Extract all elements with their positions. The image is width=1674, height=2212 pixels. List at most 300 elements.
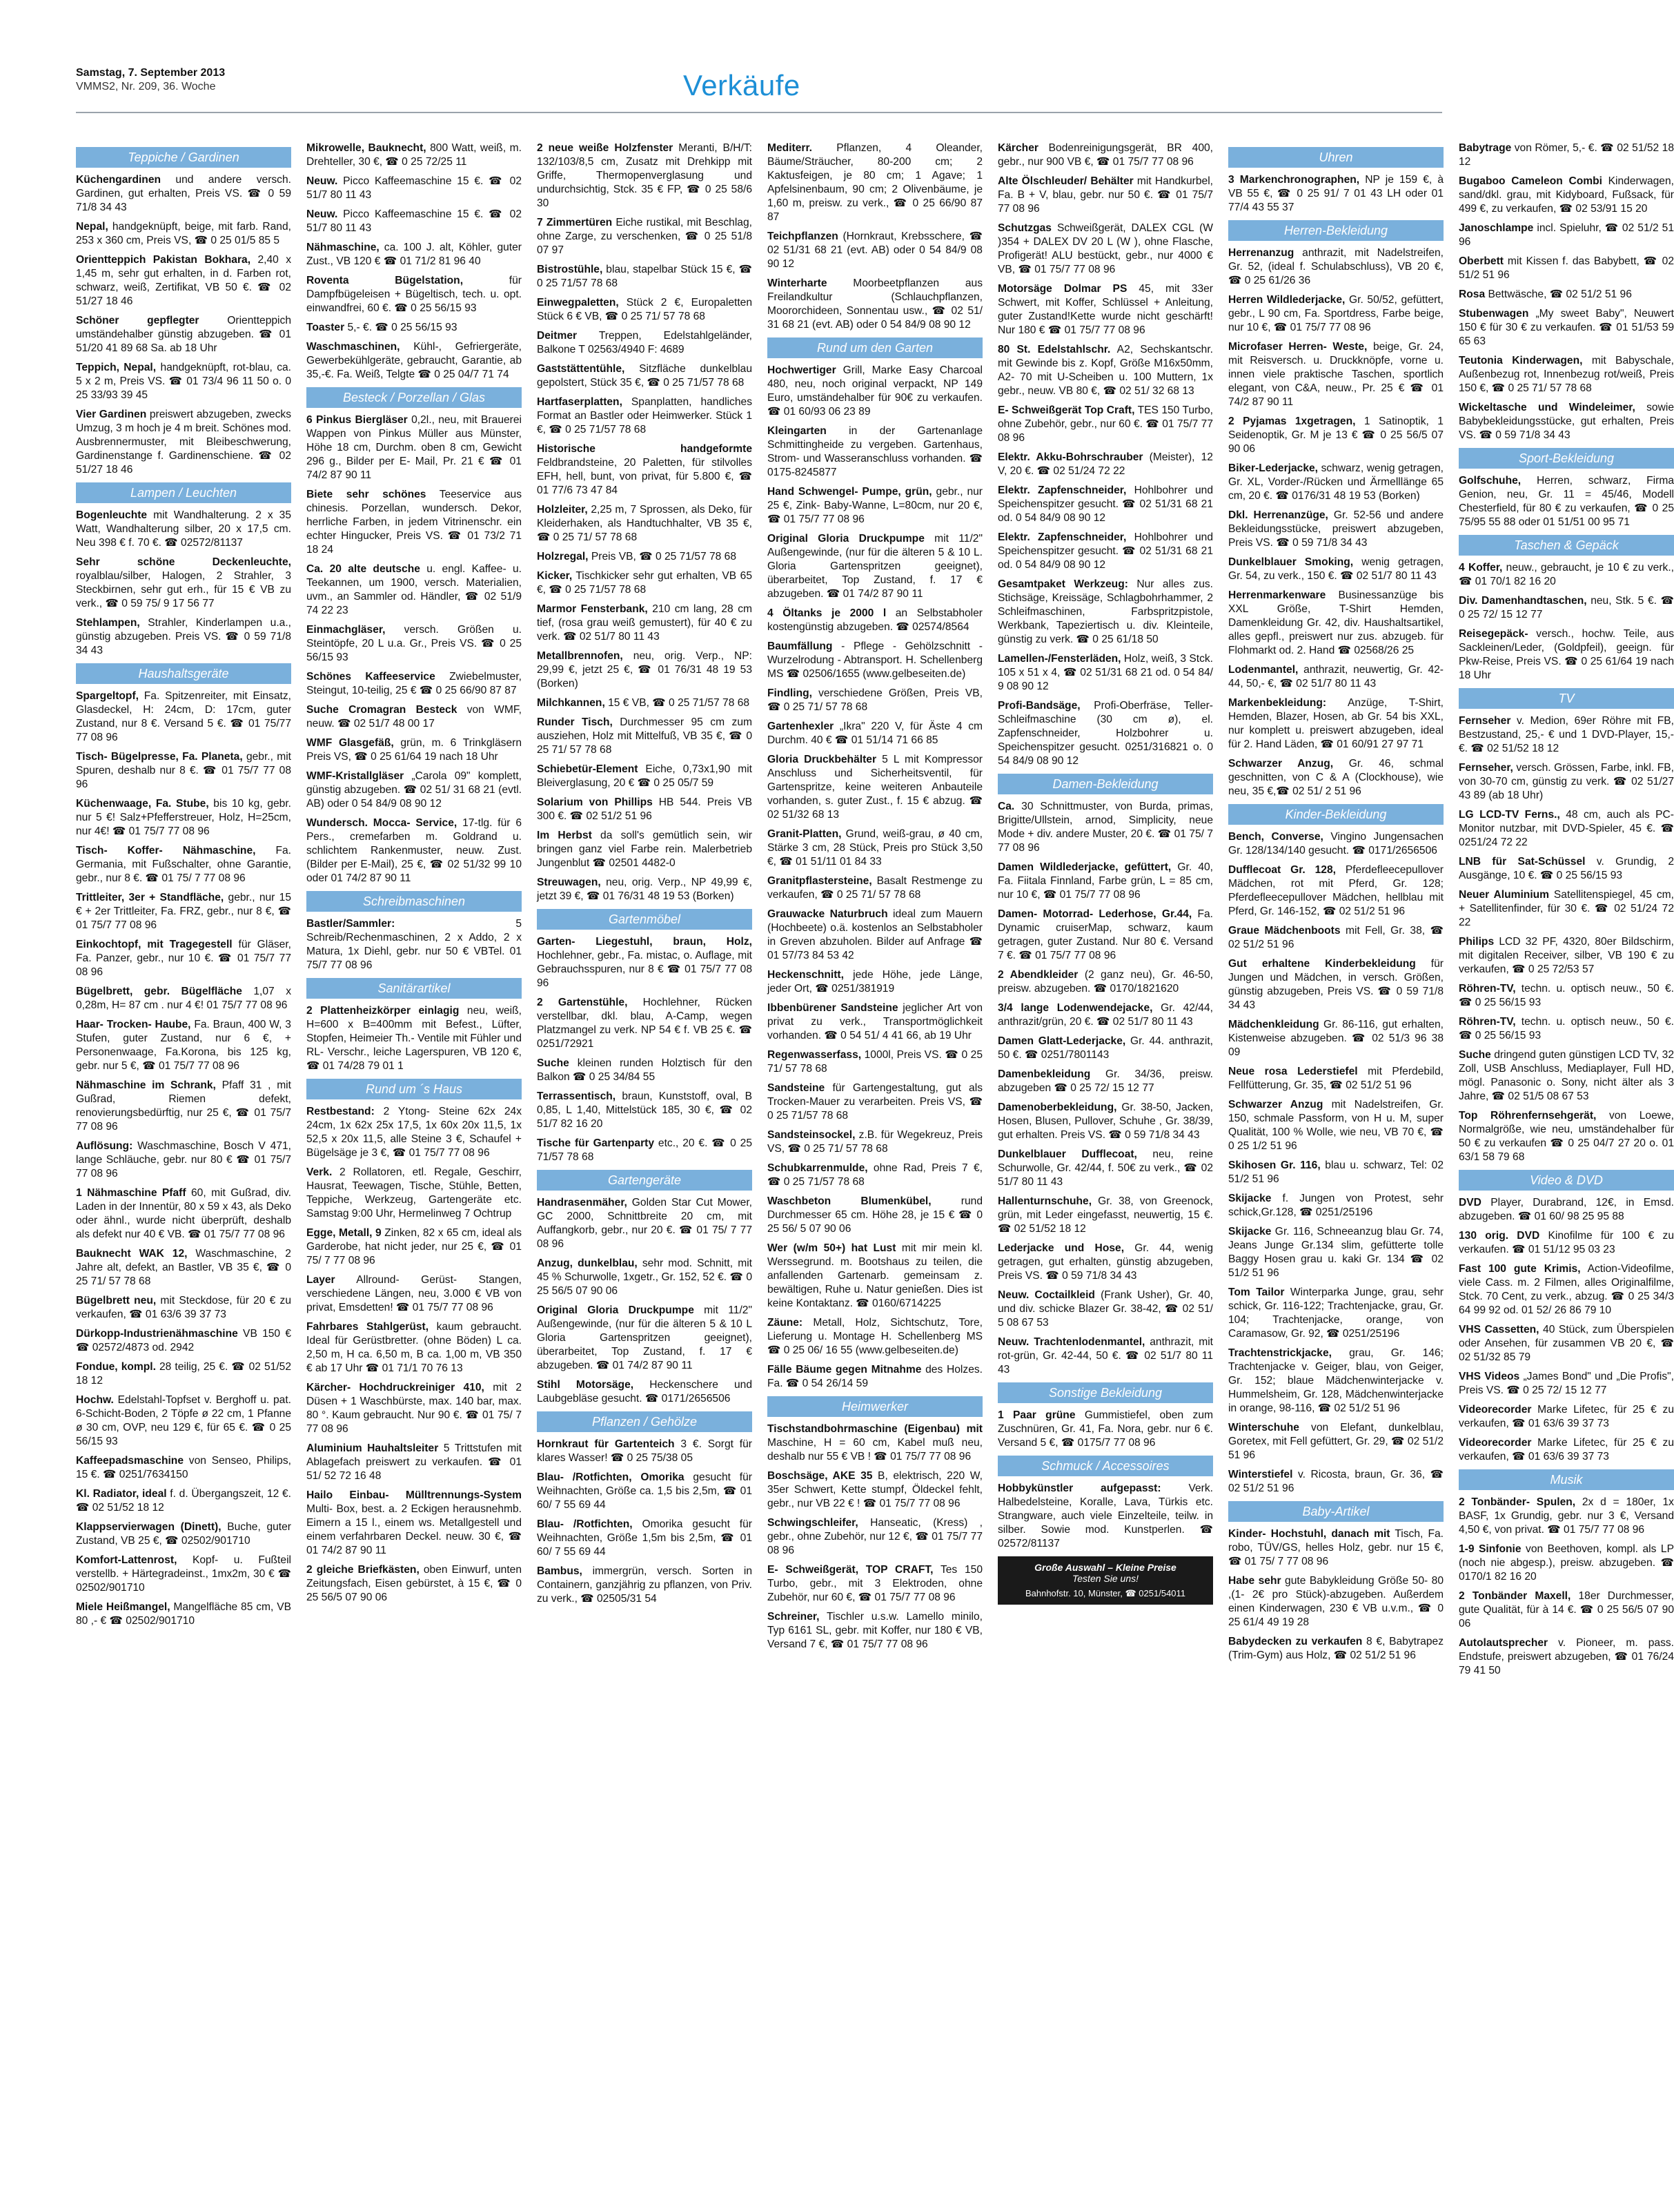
ad-body: für Gartengestaltung, gut als Trocken-Mauer zu verarbeiten. Preis VS, ☎ 0 25 71/57 78 68 — [767, 1082, 983, 1122]
classified-ad — [537, 696, 752, 710]
ad-headline: Dunkelblauer Dufflecoat, — [998, 1148, 1137, 1160]
classified-ad — [1459, 1403, 1674, 1431]
classified-ad — [76, 314, 291, 355]
ad-body: (Meister), 12 V, 20 €. ☎ 02 51/24 72 22 — [998, 451, 1213, 477]
classified-ad — [306, 1226, 522, 1268]
ad-body: Waschmaschine, 2 Jahre alt, defekt, an Bastler, VB 35 €, ☎ 0 25 71/ 57 78 68 — [76, 1248, 291, 1287]
classified-ad — [537, 1565, 752, 1606]
classified-ad — [1228, 462, 1444, 503]
ad-headline: Alte Ölschleuder/ Behälter — [998, 175, 1134, 187]
ad-headline: Motorsäge Dolmar PS — [998, 283, 1128, 295]
ad-body: Tisch, Fa. robo, TÜV/GS, helles Holz, gebr. nur 15 €, ☎ 01 75/ 7 77 08 96 — [1228, 1528, 1444, 1567]
classified-ad — [1459, 982, 1674, 1010]
ad-headline: Damenoberbekleidung, — [998, 1102, 1117, 1113]
classified-ad — [1459, 761, 1674, 803]
ad-headline: Granit-Platten, — [767, 828, 842, 840]
ad-headline: Mediterr. — [767, 142, 812, 154]
ad-body: Waschmaschine, Bosch V 471, lange Schläuche, gebr. nur 80 € ☎ 01 75/7 77 08 96 — [76, 1140, 291, 1180]
classified-ad — [1459, 1370, 1674, 1398]
ad-body: 1000l, Preis VS. ☎ 0 25 71/ 57 78 68 — [767, 1049, 983, 1075]
ad-headline: Microfaser Herren- Weste, — [1228, 341, 1368, 353]
ad-body: Gr. 38, von Greenock, grün, mit Leder eingefasst, neuwertig, 15 €. ☎ 02 51/52 18 12 — [998, 1195, 1213, 1235]
ad-headline: Granitpflastersteine, — [767, 875, 872, 887]
ad-headline: Herrenanzug — [1228, 247, 1294, 259]
banner-address: Bahnhofstr. 10, Münster, ☎ 0251/54011 — [1025, 1588, 1186, 1598]
ad-body: Gr. 42/44, anthrazit/grün, 20 €. ☎ 02 51/7 80 11 43 — [998, 1002, 1213, 1028]
ad-column — [76, 141, 291, 2184]
ad-body: Treppen, Edelstahlgeländer, Balkone T 02563/4940 F: 4689 — [537, 330, 752, 355]
ad-headline: Blau- /Rotfichten, Omorika — [537, 1471, 685, 1483]
classified-ad — [767, 607, 983, 634]
ad-body: grün, m. 6 Trinkgläsern Preis VS, ☎ 0 25 61/64 19 nach 18 Uhr — [306, 737, 522, 763]
classified-ad — [306, 1273, 522, 1315]
ad-body: 18er Durchmesser, gute Qualität, für à 14 €. ☎ 0 25 56/5 07 90 06 — [1459, 1590, 1674, 1629]
classified-ad — [306, 241, 522, 268]
classified-ad — [767, 1563, 983, 1605]
ad-headline: Hochw. — [76, 1394, 114, 1406]
ad-body: Stück 2 €, Europaletten Stück 6 € VB, ☎ 0 25 71/ 57 78 68 — [537, 297, 752, 322]
ad-body: Gr. 86-116, gut erhalten, Kistenweise abzugeben. ☎ 02 51/3 96 38 09 — [1228, 1019, 1444, 1058]
ad-headline: Trittleiter, 3er + Standfläche, — [76, 892, 224, 903]
ad-headline: Ca. — [998, 801, 1015, 812]
ad-headline: Neuw. Trachtenlodenmantel, — [998, 1336, 1145, 1348]
classified-ad — [537, 935, 752, 990]
classified-ad — [1459, 1109, 1674, 1164]
category-heading: Sanitärartikel — [306, 978, 522, 999]
classified-ad — [1459, 935, 1674, 977]
ad-body: sowie Babybekleidungsstücke, gut erhalten, Preis VS. ☎ 0 59 71/8 34 43 — [1459, 402, 1674, 441]
ad-headline: Elektr. Zapfenschneider, — [998, 485, 1127, 496]
ad-headline: Habe sehr — [1228, 1575, 1281, 1587]
ad-headline: 1-9 Sinfonie — [1459, 1543, 1522, 1555]
classified-ad — [767, 230, 983, 271]
ad-headline: Küchenwaage, Fa. Stube, — [76, 798, 209, 810]
classified-ad — [1228, 340, 1444, 409]
classified-ad — [306, 770, 522, 811]
ad-body: (2 ganz neu), Gr. 46-50, preisw. abzugeben. ☎ 0170/1821620 — [998, 969, 1213, 995]
ad-body: neu, orig. Verp., NP 49,99 €, jetzt 39 €, ☎ 01 76/31 48 19 53 (Borken) — [537, 877, 752, 902]
ad-body: Durchmesser 95 cm zum ausziehen, Holz mit Mittelfuß, VB 35 €, ☎ 0 25 71/ 57 78 68 — [537, 716, 752, 756]
classified-ad — [998, 1148, 1213, 1189]
classified-ad — [76, 1454, 291, 1482]
ad-body: Marke Lifetec, für 25 € zu verkaufen, ☎ 01 63/6 39 37 73 — [1459, 1404, 1674, 1429]
ad-body: 2 Ytong- Steine 62x 24x 24cm, 1x 62x 25x 17,5, 1x 60x 20x 11,5, 1x 52,5 x 20x 11,5, alle Steine 3 €, Schaufel + Bügelsäge je 3 €, ☎ 01 75/7 77 08 96 — [306, 1106, 522, 1159]
ad-headline: Oberbett — [1459, 255, 1504, 267]
ad-headline: Einmachgläser, — [306, 624, 386, 636]
ad-headline: 7 Zimmertüren — [537, 217, 613, 228]
ad-headline: Gesamtpaket Werkzeug: — [998, 578, 1128, 590]
classified-ad — [1459, 175, 1674, 216]
ad-body: Gr. 116, Schneeanzug blau Gr. 74, Jeans Junge Gr.134 slim, gefütterte tolle Baggy Hosen grau u. kaki Gr. 134 ☎ 02 51/2 51 96 — [1228, 1226, 1444, 1279]
classified-ad — [1228, 1468, 1444, 1496]
classified-ad — [767, 485, 983, 527]
ad-headline: Schwarzer Anzug — [1228, 1099, 1323, 1110]
classified-ad — [998, 652, 1213, 694]
classified-ad — [1228, 696, 1444, 752]
ad-headline: Klappservierwagen (Dinett), — [76, 1521, 221, 1533]
ad-body: Grund, weiß-grau, ø 40 cm, Stärke 3 cm, 28 Stück, Preis pro Stück 3,50 €, ☎ 01 51/11 01 84 33 — [767, 828, 983, 868]
ad-body: NP je 159 €, à VB 55 €, ☎ 0 25 91/ 7 01 43 LH oder 01 77/4 43 55 37 — [1228, 174, 1444, 213]
ad-headline: Autolautsprecher — [1459, 1637, 1548, 1649]
classified-ad — [767, 141, 983, 224]
ad-body: Pflanzen, 4 Oleander, Bäume/Sträucher, 80-200 cm; 2 Kaktusfeigen, je 80 cm; 1 Agave; 1 Apfelsinenbaum, 90 cm; 2 Olivenbäume, je 1,60 m, preisw. zu verk., ☎ 0 25 66/90 87 87 — [767, 142, 983, 223]
ad-headline: Hallenturnschuhe, — [998, 1195, 1092, 1207]
ad-headline: Dunkelblauer Smoking, — [1228, 556, 1354, 568]
classified-ad — [1459, 288, 1674, 302]
ad-body: 5 Schreib/Rechenmaschinen, 2 x Addo, 2 x Matura, 1x Diehl, gebr. nur 50 € VBTel. 01 75/7 77 08 96 — [306, 918, 522, 971]
ad-body: Fa. Braun, 400 W, 3 Stufen, guter Zustand, nur 6 €, + Personenwaage, Fa.Korona, bis 125 kg, gebr. nur 5 €, ☎ 01 75/7 77 08 96 — [76, 1019, 291, 1072]
ad-headline: Metallbrennofen, — [537, 650, 623, 662]
ad-body: immergrün, versch. Sorten in Containern, ganzjährig zu pflanzen, von Priv. zu verk., ☎ 02505/31 54 — [537, 1565, 752, 1605]
classified-ad — [537, 395, 752, 437]
ad-body: 5 Trittstufen mit Ablagefach preiswert zu verkaufen. ☎ 01 51/ 52 72 16 48 — [306, 1442, 522, 1482]
classified-ad — [998, 1242, 1213, 1283]
ad-body: jede Höhe, jede Länge, jeder Ort, ☎ 0251/381919 — [767, 969, 983, 995]
ad-body: B, elektrisch, 220 W, 35er Schwert, Kette stumpf, Öldeckel fehlt, gebr., nur VB 22 € ! ☎ 01 75/7 77 08 96 — [767, 1470, 983, 1509]
classified-ad — [76, 891, 291, 932]
classified-ad — [767, 640, 983, 681]
ad-headline: Bogenleuchte — [76, 509, 148, 521]
classified-ad — [1228, 1421, 1444, 1462]
ad-headline: Hailo Einbau- Mülltrennungs-System — [306, 1489, 522, 1501]
ad-body: Allround- Gerüst- Stangen, verschiedene Längen, neu, 3.000 € VB von privat, Emsdetten! ☎ 01 75/7 77 08 96 — [306, 1274, 522, 1313]
classified-ad — [537, 876, 752, 903]
classified-ad — [1459, 1196, 1674, 1224]
ad-body: Edelstahl-Topfset v. Berghoff u. pat. 6-Schicht-Boden, 2 Töpfe ø 22 cm, 1 Pfanne ø 30 cm, OVP, neu 129 €, für 65 €. ☎ 0 25 56/15 93 — [76, 1394, 291, 1447]
header-divider — [76, 112, 1442, 113]
ad-body: von Römer, 5,- €. ☎ 02 51/52 18 12 — [1459, 142, 1674, 168]
classified-ad — [767, 1128, 983, 1156]
ad-headline: 2 Tonbänder Maxell, — [1459, 1590, 1571, 1602]
ad-headline: Im Herbst — [537, 830, 592, 841]
ad-body: versch. Grössen, Farbe, inkl. FB, von 30-70 cm, günstig zu verk. ☎ 02 51/27 43 89 (ab 18 Uhr) — [1459, 762, 1674, 801]
classified-ad — [537, 296, 752, 324]
classified-ad — [76, 253, 291, 309]
classified-ad — [767, 753, 983, 822]
ad-body: und andere versch. Gardinen, gut erhalten, Preis VS. ☎ 0 59 71/8 34 43 — [76, 174, 291, 213]
ad-headline: Layer — [306, 1274, 335, 1286]
ad-headline: Orientteppich Pakistan Bokhara, — [76, 254, 251, 266]
classified-ad — [1228, 1225, 1444, 1280]
classified-ad — [76, 844, 291, 885]
category-heading: Video & DVD — [1459, 1170, 1674, 1191]
classified-ad — [76, 1360, 291, 1388]
classified-ad — [306, 141, 522, 169]
ad-body: Hochlehner, gebr., Fa. mistac, o. Auflage, mit Gebrauchsspuren, nur 8 € ☎ 01 75/7 77 08 96 — [537, 950, 752, 989]
ad-headline: Ibbenbürener Sandsteine — [767, 1002, 898, 1014]
ad-body: 0,2l., neu, mit Brauerei Wappen von Pinkus Müller aus Münster, Höhe 18 cm, Durchm. oben 8 cm, Gewicht 296 g., Bilder per E- Mail, Pr. 21 € ☎ 01 74/2 87 90 11 — [306, 414, 522, 481]
classified-ad — [76, 1247, 291, 1289]
ad-body: versch. Größen u. Steintöpfe, 20 L u.a. Gr., Preis VS. ☎ 0 25 56/15 93 — [306, 624, 522, 663]
ad-headline: Elektr. Zapfenschneider, — [998, 531, 1127, 543]
ad-headline: Elektr. Akku-Bohrschrauber — [998, 451, 1143, 463]
ad-body: Satellitenspiegel, 45 cm, + Satellitenfinder, für 30 €. ☎ 02 51/24 72 22 — [1459, 889, 1674, 928]
ad-body: neuw., gebraucht, je 10 € zu verk., ☎ 01 70/1 82 16 20 — [1459, 562, 1674, 587]
ad-headline: 1 Nähmaschine Pfaff — [76, 1187, 186, 1199]
ad-headline: Sehr schöne Deckenleuchte, — [76, 556, 291, 568]
ad-headline: Graue Mädchenboots — [1228, 925, 1341, 937]
ad-body: Marke Lifetec, für 25 € zu verkaufen, ☎ 01 63/6 39 37 73 — [1459, 1437, 1674, 1462]
ad-headline: Hochwertiger — [767, 364, 836, 376]
classified-ad — [1459, 354, 1674, 395]
ad-headline: E- Schweißgerät Top Craft, — [998, 404, 1135, 416]
ad-headline: Babytrage — [1459, 142, 1512, 154]
classified-ad — [1459, 888, 1674, 930]
classified-ad — [1459, 1229, 1674, 1257]
classified-ad — [537, 1304, 752, 1373]
classified-ad — [306, 321, 522, 335]
ad-body: ohne Rad, Preis 7 €, ☎ 0 25 71/57 78 68 — [767, 1162, 983, 1188]
ad-headline: Herrenmarkenware — [1228, 589, 1326, 601]
classified-ad — [537, 263, 752, 291]
classified-ad — [767, 364, 983, 419]
ad-body: für Gläser, Fa. Panzer, gebr., nur 10 €. ☎ 01 75/7 77 08 96 — [76, 939, 291, 978]
ad-body: von WMF, neuw. ☎ 02 51/7 48 00 17 — [306, 704, 522, 730]
ad-body: Kopf- u. Fußteil verstellb. + Härtegradeinst., 1mx2m, 30 € ☎ 02502/901710 — [76, 1554, 291, 1594]
ad-headline: Spargeltopf, — [76, 690, 139, 702]
classified-ad — [76, 361, 291, 402]
ad-headline: 2 gleiche Briefkästen, — [306, 1564, 420, 1576]
ad-body: v. Ricosta, braun, Gr. 36, ☎ 02 51/2 51 96 — [1228, 1469, 1444, 1494]
ad-headline: E- Schweißgerät, TOP CRAFT, — [767, 1564, 934, 1576]
classified-ad — [76, 556, 291, 611]
classified-ad — [1228, 957, 1444, 1012]
classified-ad — [1228, 246, 1444, 288]
classified-ad — [537, 603, 752, 644]
ad-headline: Dürkopp-Industrienähmaschine — [76, 1328, 238, 1340]
ad-headline: Stehlampen, — [76, 617, 140, 629]
ad-headline: 2 Gartenstühle, — [537, 997, 628, 1008]
classified-ad — [767, 1422, 983, 1464]
classified-ad — [1228, 1635, 1444, 1663]
classified-ad — [1459, 401, 1674, 442]
ad-headline: Aluminium Hauhaltsleiter — [306, 1442, 439, 1454]
classified-ad — [537, 649, 752, 691]
ad-body: Gr. 44, wenig getragen, gut erhalten, günstig abzugeben, Preis VS. ☎ 0 59 71/8 34 43 — [998, 1242, 1213, 1282]
category-heading: Lampen / Leuchten — [76, 482, 291, 503]
classified-ad — [76, 1520, 291, 1548]
classified-ad — [306, 1166, 522, 1221]
ad-body: schwarz, wenig getragen, Gr. XL, Vorder-/Rücken und Ärmelllänge 65 cm, 20 €. ☎ 0176/31 48 19 53 (Borken) — [1228, 462, 1444, 502]
classified-ad — [767, 1001, 983, 1043]
ad-body: techn. u. optisch neuw., 50 €. ☎ 0 25 56/15 93 — [1459, 1016, 1674, 1041]
classified-ad — [998, 699, 1213, 768]
classified-ad — [1228, 757, 1444, 799]
ad-headline: Mädchenkleidung — [1228, 1019, 1319, 1030]
classified-ad — [998, 222, 1213, 277]
ad-body: f. d. Übergangszeit, 12 €. ☎ 02 51/52 18 12 — [76, 1488, 291, 1514]
ad-body: grau, Gr. 146; Trachtenjacke v. Geiger, blau, von Geiger, Gr. 152; blaue Mädchenwinterjacke v. Hummelsheim, Gr. 128, Mädchenwinterjacke in orange, 98-116, ☎ 02 51/2 51 96 — [1228, 1347, 1444, 1414]
category-heading: Sonstige Bekleidung — [998, 1382, 1213, 1403]
ad-headline: Wer (w/m 50+) hat Lust — [767, 1242, 896, 1254]
classified-ad — [76, 1487, 291, 1515]
ad-headline: 2 Pyjamas 1xgetragen, — [1228, 415, 1356, 427]
ad-headline: Boschsäge, AKE 35 — [767, 1470, 873, 1482]
classified-ad — [306, 413, 522, 482]
ad-body: Zinken, 82 x 65 cm, ideal als Garderobe, hat nicht jeder, nur 25 €, ☎ 01 75/ 7 77 08 96 — [306, 1227, 522, 1266]
ad-body: VB 150 € ☎ 02572/4873 od. 2942 — [76, 1328, 291, 1353]
ad-body: 30 Schnittmuster, von Burda, primas, Brigitte/Ullstein, arnod, Simplicity, neue Mode + div. andere Muster, 20 €. ☎ 01 75/ 7 77 08 96 — [998, 801, 1213, 854]
ad-headline: Schöner gepflegter — [76, 315, 199, 326]
ad-body: Preis VB, ☎ 0 25 71/57 78 68 — [588, 551, 737, 562]
ad-headline: Philips — [1459, 936, 1495, 948]
classified-ad — [1459, 714, 1674, 756]
category-heading: Schmuck / Accessoires — [998, 1456, 1213, 1476]
ad-body: v. Pioneer, m. pass. Endstufe, preiswert abzugeben, ☎ 01 76/24 79 41 50 — [1459, 1637, 1674, 1676]
ad-body: mit Handkurbel, Fa. B + V, blau, gebr. nur 50 €. ☎ 01 75/7 77 08 96 — [998, 175, 1213, 215]
classified-ad — [1459, 222, 1674, 249]
classified-ad — [537, 1257, 752, 1298]
classified-ad — [306, 703, 522, 731]
ad-headline: Haar- Trocken- Haube, — [76, 1019, 191, 1030]
classified-ad — [998, 1195, 1213, 1236]
ad-headline: Regenwasserfass, — [767, 1049, 862, 1061]
ad-headline: 2 neue weiße Holzfenster — [537, 142, 673, 154]
ad-body: kleinen runden Holztisch für den Balkon ☎ 0 25 34/84 55 — [537, 1057, 752, 1083]
classified-ad — [306, 917, 522, 972]
ad-body: Spanplatten, handliches Format an Bastler oder Heimwerker. Stück 1 €, ☎ 0 25 71/57 78 68 — [537, 396, 752, 435]
classified-ad — [1228, 1286, 1444, 1341]
ad-headline: Damen Glatt-Lederjacke, — [998, 1035, 1126, 1047]
classified-ad — [537, 569, 752, 597]
ad-body: 210 cm lang, 28 cm tief, (rosa grau weiß gemustert), für 40 € zu verk. ☎ 02 51/7 80 11 43 — [537, 603, 752, 643]
ad-headline: Waschmaschinen, — [306, 341, 400, 353]
ad-headline: Tischstandbohrmaschine (Eigenbau) mit — [767, 1423, 983, 1435]
ad-body: - Pflege - Gehölzschnitt - Wurzelrodung - Abtransport. H. Schellenberg MS ☎ 02506/1655 (www.gelbeseiten.de) — [767, 640, 983, 680]
category-heading: Uhren — [1228, 147, 1444, 168]
ad-headline: 2 Tonbänder- Spulen, — [1459, 1496, 1576, 1508]
classified-ad — [1459, 1636, 1674, 1678]
ad-body: mit Steckdose, für 20 € zu verkaufen, ☎ 01 63/6 39 37 73 — [76, 1295, 291, 1320]
ad-headline: Div. Damenhandtaschen, — [1459, 595, 1587, 607]
ad-headline: Schutzgas — [998, 222, 1052, 234]
classified-ad — [537, 996, 752, 1051]
ad-body: Schweißgerät, DALEX CGL (W )354 + DALEX DV 20 L (W ), ohne Flasche, Profigerät! ALU bestückt, gebr., nur 4000 € VB, ☎ 01 75/7 77 08 96 — [998, 222, 1213, 275]
ad-headline: 3/4 lange Lodenwendejacke, — [998, 1002, 1153, 1014]
classified-ad — [537, 1137, 752, 1164]
category-heading: Musik — [1459, 1469, 1674, 1490]
classified-ad — [1459, 808, 1674, 850]
ad-headline: Neuw. — [306, 175, 338, 187]
ad-headline: Milchkannen, — [537, 697, 605, 709]
ad-body: mit Nadelstreifen, Gr. 150, schmale Passform, von H u. M, super Qualität, 100 % Wolle, wie neu, VB 70 €, ☎ 0 25 1/2 51 96 — [1228, 1099, 1444, 1152]
ad-headline: Damenbekleidung — [998, 1068, 1091, 1080]
classified-ad — [76, 797, 291, 839]
ad-headline: Dufflecoat Gr. 128, — [1228, 864, 1336, 876]
category-heading: Gartengeräte — [537, 1170, 752, 1191]
ad-body: LCD 32 PF, 4320, 80er Bildschirm, mit digitalen Receiver, silber, VB 190 € zu verkaufen, ☎ 0 25 72/53 57 — [1459, 936, 1674, 975]
category-heading: Baby-Artikel — [1228, 1501, 1444, 1522]
classified-ad — [998, 451, 1213, 478]
ad-body: 1,07 x 0,28m, H= 87 cm . nur 4 €! 01 75/7 77 08 96 — [76, 986, 291, 1011]
ad-body: dringend guten günstigen LCD TV, 32 Zoll, USB Anschluss, Mediaplayer, Full HD, mögl. Panasonic o. Sony, nicht älter als 3 Jahre, ☎ 02 51/5 08 67 53 — [1459, 1049, 1674, 1102]
ad-headline: Kärcher- Hochdruckreiniger 410, — [306, 1382, 484, 1393]
ad-body: Kühl-, Gefriergeräte, Gewerbekühlgeräte, gebraucht, Garantie, ab 35,-€. Fa. Weiß, Telgte ☎ 0 25 04/7 71 74 — [306, 341, 522, 380]
ad-headline: Wickeltasche und Windeleimer, — [1459, 402, 1635, 413]
ad-headline: Skijacke — [1228, 1193, 1272, 1204]
ad-headline: Restbestand: — [306, 1106, 375, 1117]
category-heading: Pflanzen / Gehölze — [537, 1411, 752, 1432]
ad-headline: Markenbekleidung: — [1228, 697, 1327, 709]
ad-body: 28 teilig, 25 €. ☎ 02 51/52 18 12 — [76, 1361, 292, 1387]
ad-body: Maschine, H = 60 cm, Kabel muß neu, deshalb nur 55 € VB ! ☎ 01 75/7 77 08 96 — [767, 1437, 983, 1462]
ad-body: Gr. 52-56 und andere Bekleidungsstücke, preiswert abzugeben, Preis VS. ☎ 0 59 71/8 34 43 — [1228, 509, 1444, 549]
ad-headline: Teichpflanzen — [767, 231, 838, 242]
classified-ad — [1459, 855, 1674, 883]
ad-body: Basalt Restmenge zu verkaufen, ☎ 0 25 71/ 57 78 68 — [767, 875, 983, 901]
classified-ad — [767, 687, 983, 714]
classified-ad — [767, 1363, 983, 1391]
classified-ad — [306, 1563, 522, 1605]
ad-body: Action-Videofilme, viele Cass. m. 2 Filmen, alles Originalfilme, Stck. 70 Cent, zu verk., abzug. ☎ 0 25 34/3 64 99 92 od. 01 52/ 26 86 79 10 — [1459, 1263, 1674, 1316]
classified-ad — [767, 1081, 983, 1123]
classified-ad — [76, 1393, 291, 1449]
ad-headline: Damen Wildlederjacke, gefüttert, — [998, 861, 1172, 873]
ad-body: anthrazit, mit rot-grün, Gr. 42-44, 50 €. ☎ 02 51/7 80 11 43 — [998, 1336, 1214, 1376]
classified-ad — [767, 720, 983, 747]
ad-body: „James Bond" und „Die Profis", Preis VS. ☎ 0 25 72/ 15 12 77 — [1459, 1371, 1674, 1396]
ad-body: mit Kissen f. das Babybett, ☎ 02 51/2 51 96 — [1459, 255, 1674, 281]
ad-body: Player, Durabrand, 12€, in Emsd. abzugeben. ☎ 01 60/ 98 25 95 88 — [1459, 1197, 1674, 1222]
ad-headline: Terrassentisch, — [537, 1090, 616, 1102]
ad-column — [1228, 141, 1444, 2184]
classified-ad — [76, 1601, 291, 1628]
ad-body: Gr. 46, schmal geschnitten, von C & A (Clockhouse), wie neu, 35 €,☎ 02 51/ 2 51 96 — [1228, 758, 1444, 797]
classified-ad — [998, 1001, 1213, 1029]
classified-ad — [306, 816, 522, 885]
ad-body: an Selbstabholer kostengünstig abzugeben. ☎ 02574/8564 — [767, 607, 983, 633]
ad-headline: Runder Tisch, — [537, 716, 613, 728]
classified-ad — [1228, 1192, 1444, 1220]
classified-ad — [537, 141, 752, 211]
ad-body: blau, stapelbar Stück 15 €, ☎ 0 25 71/57 78 68 — [537, 264, 752, 289]
classified-ad — [767, 424, 983, 480]
ad-body: bis 10 kg, gebr. nur 5 €! Salz+Pfefferstreuer, Holz, H=25cm, nur 4€! ☎ 01 75/7 77 08 96 — [76, 798, 291, 837]
advertisement-banner — [998, 1556, 1213, 1605]
ad-headline: Trachtenstrickjacke, — [1228, 1347, 1332, 1359]
ad-headline: Sandsteinsockel, — [767, 1129, 856, 1141]
ad-headline: Toaster — [306, 322, 345, 333]
ad-body: von Loewe, Normalgröße, wie neu, umständehalber für 50 € zu verkaufen ☎ 0 25 04/7 27 20 o. 01 63/1 58 79 68 — [1459, 1110, 1674, 1163]
ad-body: Picco Kaffeemaschine 15 €. ☎ 02 51/7 80 11 43 — [306, 208, 522, 234]
ad-headline: Profi-Bandsäge, — [998, 700, 1081, 712]
ad-body: mit Babyschale, Außenbezug rot, Innenbezug rot/weiß, Preis 150 €, ☎ 0 25 71/ 57 78 68 — [1459, 355, 1674, 394]
classified-ad — [306, 562, 522, 618]
ad-headline: Roventa Bügelstation, — [306, 275, 464, 286]
ad-body: z.B. für Wegekreuz, Preis VS, ☎ 0 25 71/ 57 78 68 — [767, 1129, 983, 1155]
ad-headline: Egge, Metall, 9 — [306, 1227, 382, 1239]
ad-headline: Findling, — [767, 687, 812, 699]
classified-ad — [537, 442, 752, 498]
ad-headline: Röhren-TV, — [1459, 983, 1516, 995]
ad-headline: Tisch- Koffer- Nähmaschine, — [76, 845, 256, 857]
ad-headline: LNB für Sat-Schüssel — [1459, 856, 1586, 868]
category-heading: Teppiche / Gardinen — [76, 147, 291, 168]
classified-ad — [76, 1186, 291, 1242]
ad-headline: Hartfaserplatten, — [537, 396, 622, 408]
classified-ad — [76, 1139, 291, 1181]
ad-body: Bettwäsche, ☎ 02 51/2 51 96 — [1485, 288, 1632, 300]
ad-body: Sitzfläche dunkelblau gepolstert, Stück 35 €, ☎ 0 25 71/57 78 68 — [537, 363, 752, 389]
classified-ad — [998, 968, 1213, 996]
ad-body: beige, Gr. 24, mit Reisversch. u. Druckknöpfe, vorne u. innen viele praktische Taschen, sportlich elegant, von C&A, neuw., Pr. 25 € ☎ 01 74/2 87 90 11 — [1228, 341, 1444, 408]
ad-headline: Hand Schwengel- Pumpe, grün, — [767, 486, 932, 498]
ad-headline: Neuer Aluminium — [1459, 889, 1550, 901]
ad-headline: Top Röhrenfernsehgerät, — [1459, 1110, 1597, 1122]
ad-headline: Winterstiefel — [1228, 1469, 1293, 1480]
issue-date: Samstag, 7. September 2013 — [76, 67, 226, 79]
classified-ad — [767, 1516, 983, 1558]
